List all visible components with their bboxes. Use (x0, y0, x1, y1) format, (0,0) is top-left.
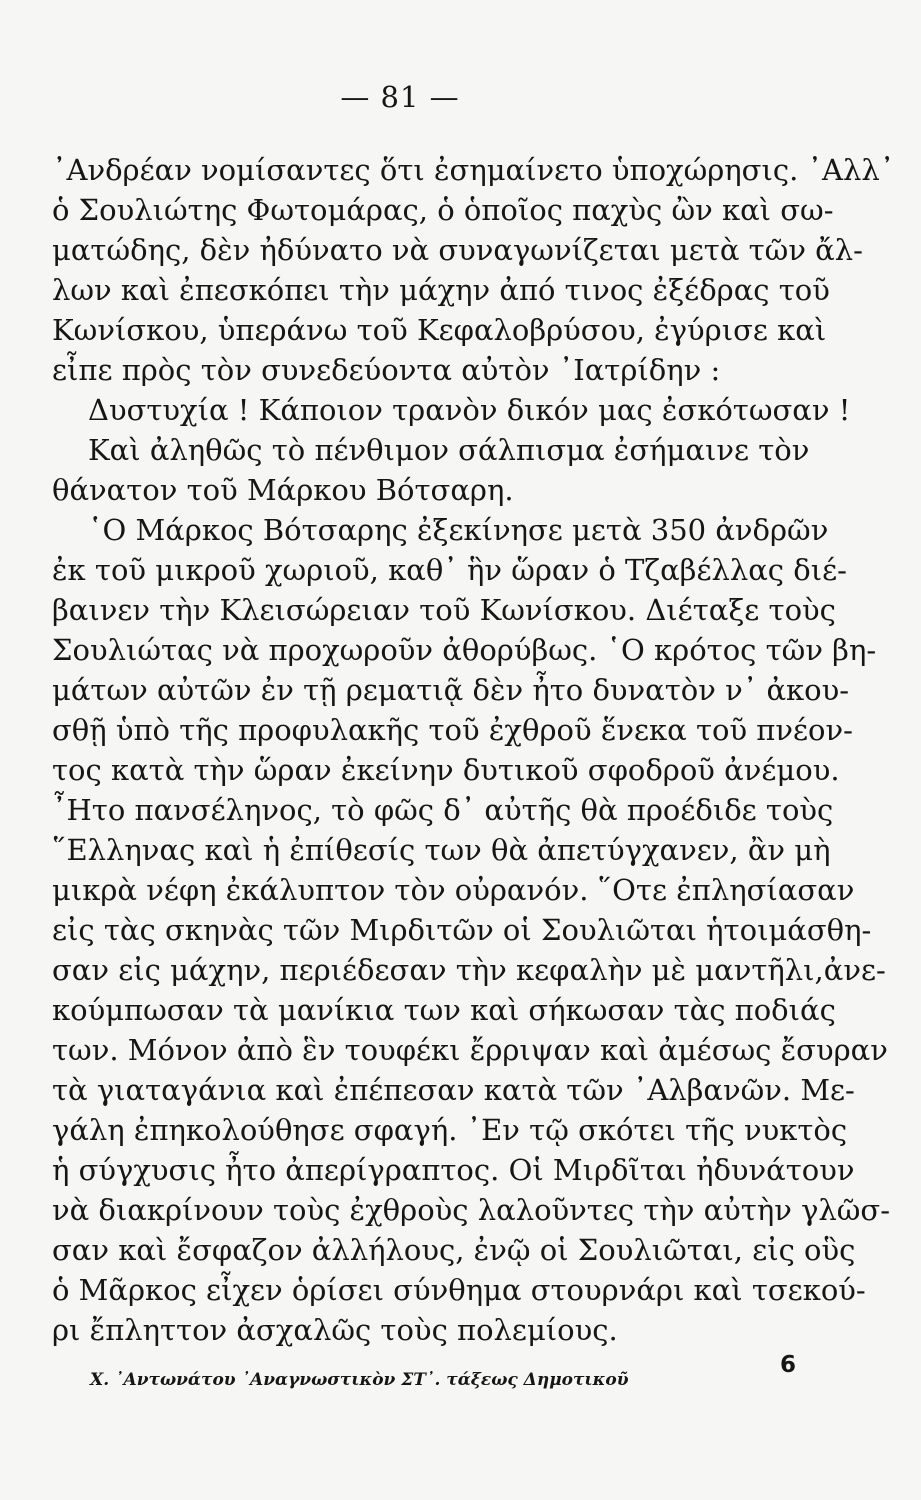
text-line: τὰ γιαταγάνια καὶ ἐπέπεσαν κατὰ τῶν ᾿Αλβανῶν. Με- (52, 1073, 855, 1107)
text-line: Καὶ ἀληθῶς τὸ πένθιμον σάλπισμα ἐσήμαινε τὸν (88, 433, 810, 467)
text-line: εἰς τὰς σκηνὰς τῶν Μιρδιτῶν οἱ Σουλιῶται ἡτοιμάσθη- (52, 913, 872, 947)
text-line: γάλη ἐπηκολούθησε σφαγή. ᾿Εν τῷ σκότει τῆς νυκτὸς (52, 1113, 848, 1147)
text-line: ματώδης, δὲν ἠδύνατο νὰ συναγωνίζεται μετὰ τῶν ἄλ- (52, 233, 863, 267)
text-line: ἐκ τοῦ μικροῦ χωριοῦ, καθ᾿ ἣν ὥραν ὁ Τζαβέλλας διέ- (52, 553, 847, 587)
text-line: ῾Ο Μάρκος Βότσαρης ἐξεκίνησε μετὰ 350 ἀνδρῶν (88, 513, 829, 547)
text-line: Σουλιώτας νὰ προχωροῦν ἀθορύβως. ῾Ο κρότος τῶν βη- (52, 633, 877, 667)
text-line: ῏Ητο πανσέληνος, τὸ φῶς δ᾿ αὐτῆς θὰ προέδιδε τοὺς (52, 793, 834, 827)
page-number: — 81 — (340, 80, 460, 114)
text-line: νὰ διακρίνουν τοὺς ἐχθροὺς λαλοῦντες τὴν αὐτὴν γλῶσ- (52, 1193, 891, 1227)
text-line: ὁ Μᾶρκος εἶχεν ὁρίσει σύνθημα στουρνάρι καὶ τσεκού- (52, 1273, 866, 1307)
text-line: μικρὰ νέφη ἐκάλυπτον τὸν οὐρανόν. ῞Οτε ἐπλησίασαν (52, 873, 855, 907)
text-line: εἶπε πρὸς τὸν συνεδεύοντα αὐτὸν ᾿Ιατρίδην : (52, 353, 721, 387)
text-line: ρι ἔπληττον ἀσχαλῶς τοὺς πολεμίους. (52, 1313, 618, 1347)
text-line: θάνατον τοῦ Μάρκου Βότσαρη. (52, 473, 514, 507)
text-line: σαν εἰς μάχην, περιέδεσαν τὴν κεφαλὴν μὲ μαντῆλι,ἀνε- (52, 953, 886, 987)
text-line: τος κατὰ τὴν ὥραν ἐκείνην δυτικοῦ σφοδροῦ ἀνέμου. (52, 753, 840, 787)
text-line: ὁ Σουλιώτης Φωτομάρας, ὁ ὁποῖος παχὺς ὢν καὶ σω- (52, 193, 834, 227)
text-line: μάτων αὐτῶν ἐν τῇ ρεματιᾷ δὲν ἦτο δυνατὸν ν᾿ ἀκου- (52, 673, 850, 707)
text-line: κούμπωσαν τὰ μανίκια των καὶ σήκωσαν τὰς ποδιάς (52, 993, 836, 1027)
signature-mark: 6 (779, 1352, 796, 1378)
text-line: σθῇ ὑπὸ τῆς προφυλακῆς τοῦ ἐχθροῦ ἕνεκα τοῦ πνέον- (52, 713, 853, 747)
text-line: λων καὶ ἐπεσκόπει τὴν μάχην ἀπό τινος ἐξέδρας τοῦ (52, 273, 830, 307)
text-line: ῞Ελληνας καὶ ἡ ἐπίθεσίς των θὰ ἀπετύγχανεν, ἂν μὴ (52, 833, 831, 867)
text-line: ἡ σύγχυσις ἦτο ἀπερίγραπτος. Οἱ Μιρδῖται ἠδυνάτουν (52, 1153, 855, 1187)
text-line: σαν καὶ ἔσφαζον ἀλλήλους, ἐνῷ οἱ Σουλιῶται, εἰς οὓς (52, 1233, 856, 1267)
footer-citation: Χ. ᾿Αντωνάτου ᾿Αναγνωστικὸν ΣΤ᾿. τάξεως Δημοτικοῦ (90, 1370, 629, 1390)
text-line: ᾿Ανδρέαν νομίσαντες ὅτι ἐσημαίνετο ὑποχώρησις. ᾿Αλλ᾿ (52, 153, 895, 187)
text-line: Κωνίσκου, ὑπεράνω τοῦ Κεφαλοβρύσου, ἐγύρισε καὶ (52, 313, 827, 347)
text-line: των. Μόνον ἀπὸ ἓν τουφέκι ἔρριψαν καὶ ἀμέσως ἔσυραν (52, 1033, 888, 1067)
text-line: βαινεν τὴν Κλεισώρειαν τοῦ Κωνίσκου. Διέταξε τοὺς (52, 593, 836, 627)
text-line: Δυστυχία ! Κάποιον τρανὸν δικόν μας ἐσκότωσαν ! (88, 393, 851, 427)
